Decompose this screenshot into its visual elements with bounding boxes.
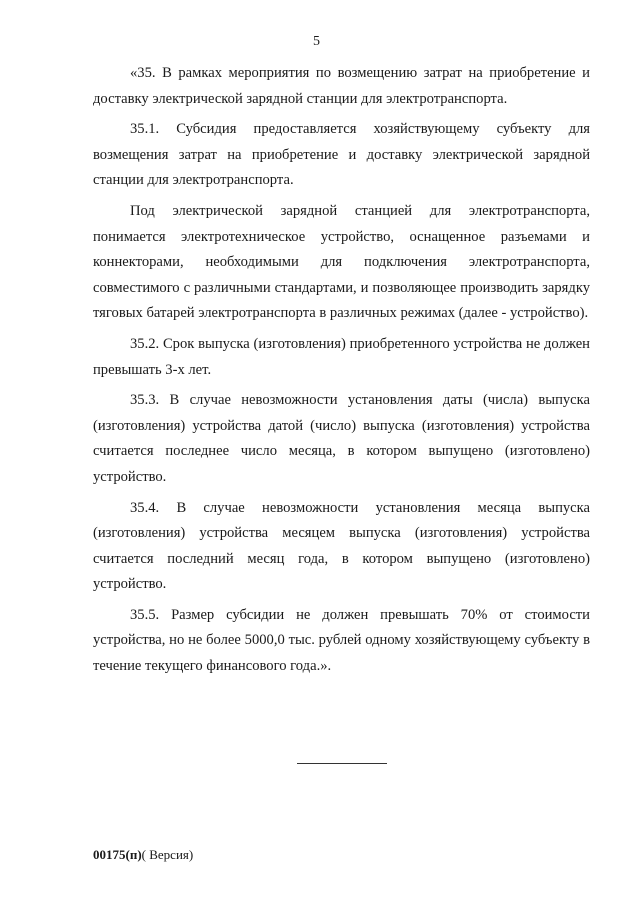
paragraph-35-2: 35.2. Срок выпуска (изготовления) приобретенного устройства не должен превышать 3-х лет. (93, 335, 590, 378)
paragraph-35: «35. В рамках мероприятия по возмещению затрат на приобретение и доставку электрической зарядной станции для электротранспорта. (93, 65, 590, 107)
paragraph-35-3: 35.3. В случае невозможности установления даты (числа) выпуска (изготовления) устройства датой (число) выпуска (изготовления) устройства считается последнее число месяца, в котором выпущено (изготовлено) устройство. (93, 392, 590, 485)
document-body (93, 61, 590, 680)
paragraph-35-1: 35.1. Субсидия предоставляется хозяйствующему субъекту для возмещения затрат на приобретение и доставку электрической зарядной станции для электротранспорта. (93, 121, 590, 189)
document-code-suffix: ( Версия) (141, 847, 194, 862)
paragraph-35-4: 35.4. В случае невозможности установления месяца выпуска (изготовления) устройства месяцем выпуска (изготовления) устройства считается последний месяц года, в котором выпущено (изготовлено) устройство. (93, 499, 590, 593)
page-number: 5 (313, 34, 320, 49)
end-divider-line (297, 763, 387, 764)
paragraph-definition: Под электрической зарядной станцией для электротранспорта, понимается электротехническое устройство, оснащенное разъемами и коннекторами, необходимыми для подключения электротранспорта, совместимого с различными стандартами, и позволяющее производить зарядку тяговых батарей электротранспорта в различных режимах (далее - устройство). (93, 202, 590, 322)
paragraph-35-5: 35.5. Размер субсидии не должен превышать 70% от стоимости устройства, но не более 5000,0 тыс. рублей одному хозяйствующему субъекту в течение текущего финансового года.». (93, 606, 590, 675)
document-code-number: 00175(п) (93, 847, 142, 862)
document-code (93, 847, 193, 863)
